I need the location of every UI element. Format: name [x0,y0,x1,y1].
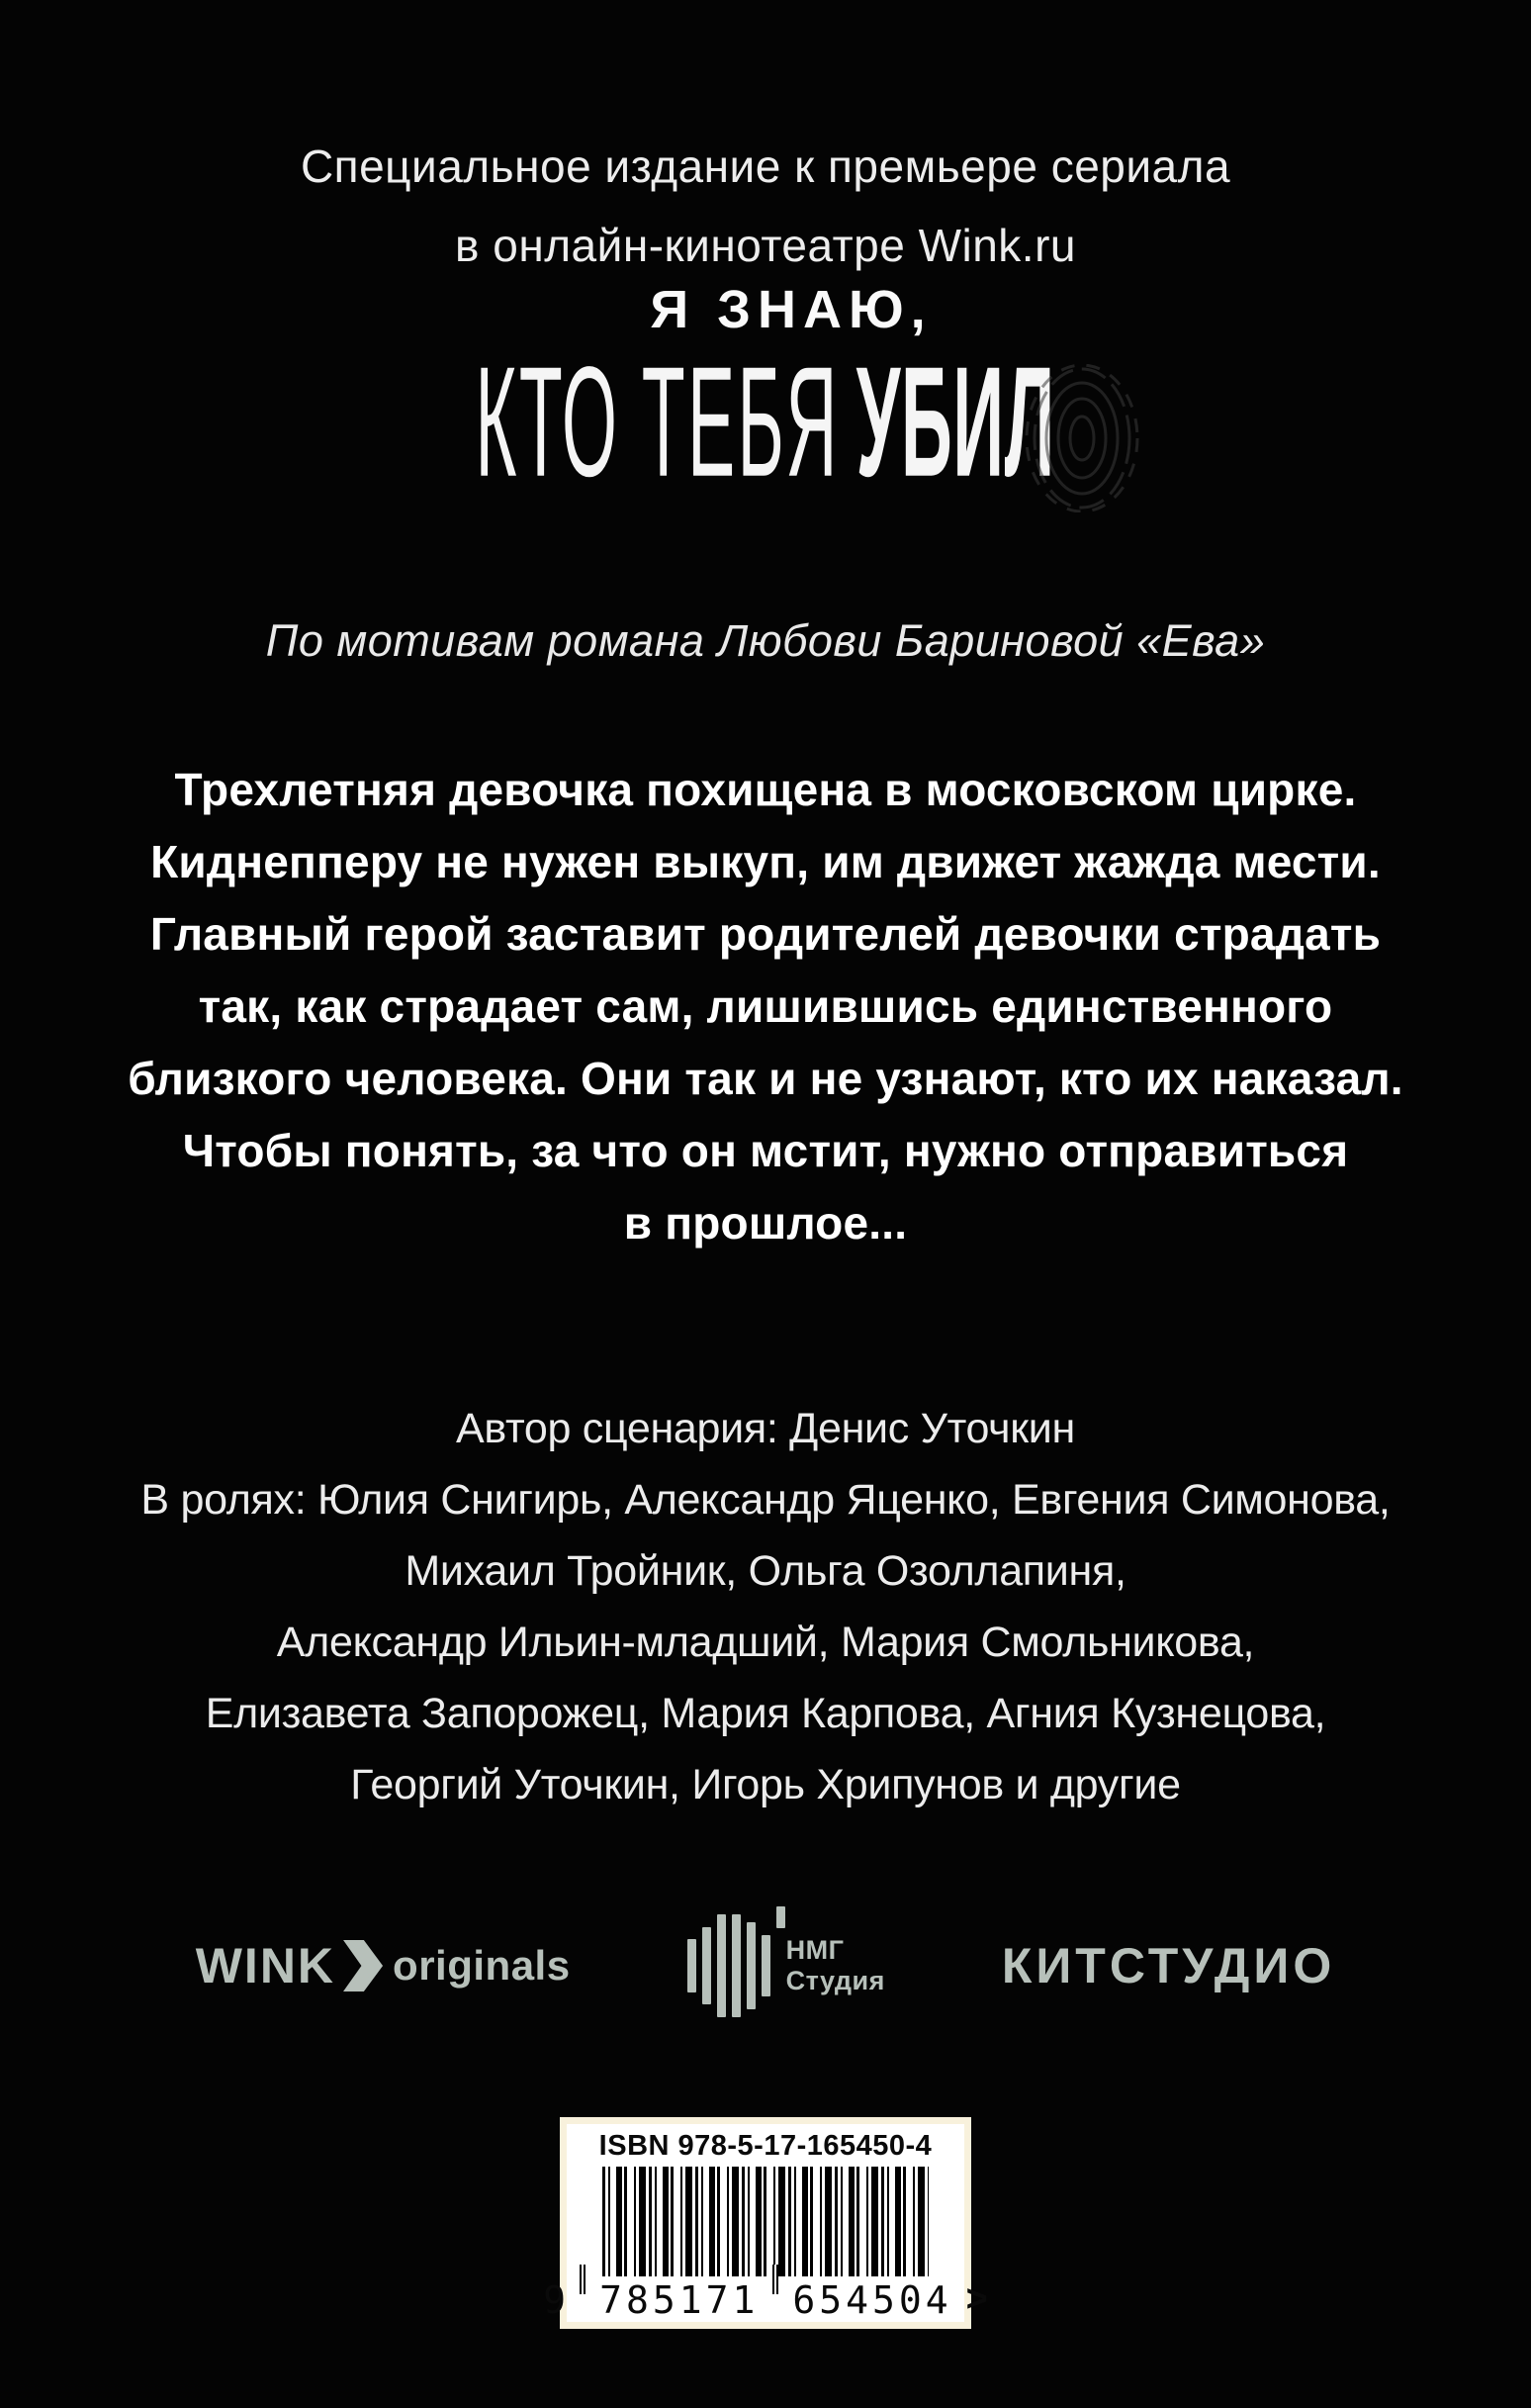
synopsis-line: Киднепперу не нужен выкуп, им движет жажда мести. [150,836,1381,887]
barcode-quiet-zone-arrow: > [965,2278,988,2320]
barcode-guard-bars [772,2265,778,2294]
synopsis-line: в прошлое... [623,1197,908,1249]
kit-studio-wordmark: КИТСТУДИО [1001,1938,1336,1993]
barcode-digit-group2: 654504 [792,2278,952,2322]
series-title-logo [0,279,1531,509]
synopsis-line: так, как страдает сам, лишившись единственного [198,980,1333,1032]
credits-line-cast: Александр Ильин-младший, Мария Смольникова, [276,1619,1255,1666]
wink-wordmark: WINK [195,1938,336,1993]
synopsis-line: Главный герой заставит родителей девочки страдать [149,908,1382,960]
wink-originals-logo [196,1937,571,1994]
credits [0,1393,1531,1820]
nmg-label-line2: Студия [785,1966,885,1995]
isbn-barcode-block [543,2117,988,2329]
barcode-guard-bars [580,2265,585,2294]
synopsis-line: Трехлетняя девочка похищена в московском цирке. [174,764,1357,815]
edition-note-line2: в онлайн-кинотеатре Wink.ru [455,220,1076,271]
fingerprint-icon [1023,364,1141,512]
title-ubil: УБИЛ [856,334,1056,510]
based-on-line: По мотивам романа Любови Бариновой «Ева» [265,615,1266,666]
wink-originals-label: originals [393,1942,571,1989]
edition-note [0,127,1531,285]
title-line1: Я ЗНАЮ, [650,280,933,339]
wink-play-arrow-icon [343,1940,383,1991]
synopsis [0,754,1531,1259]
credits-line-cast: Михаил Тройник, Ольга Озоллапиня, [405,1547,1126,1595]
studio-logos-row [0,1914,1531,2017]
nmg-label-line1: НМГ [785,1935,845,1965]
kit-studio-logo [1002,1937,1335,1994]
isbn-number: ISBN 978-5-17-165450-4 [598,2130,933,2162]
credits-line-cast: В ролях: Юлия Снигирь, Александр Яценко, Евгения Симонова, [140,1476,1391,1524]
barcode-digit-group1: 785171 [599,2278,760,2322]
barcode-bars [602,2167,929,2276]
credits-line-screenwriter: Автор сценария: Денис Уточкин [456,1405,1075,1452]
nmg-studio-logo [687,1914,885,2017]
title-kto-tebya: КТО ТЕБЯ [475,334,841,510]
edition-note-line1: Специальное издание к премьере сериала [300,140,1231,192]
barcode-digit-left: 9 [543,2278,567,2322]
barcode-digits [543,2278,988,2322]
credits-line-cast: Елизавета Запорожец, Мария Карпова, Агния Кузнецова, [205,1690,1326,1737]
credits-line-cast: Георгий Уточкин, Игорь Хрипунов и другие [350,1761,1181,1808]
synopsis-line: близкого человека. Они так и не узнают, кто их наказал. [128,1053,1403,1104]
nmg-equalizer-bars-icon [687,1914,770,2017]
synopsis-line: Чтобы понять, за что он мстит, нужно отправиться [182,1125,1349,1176]
